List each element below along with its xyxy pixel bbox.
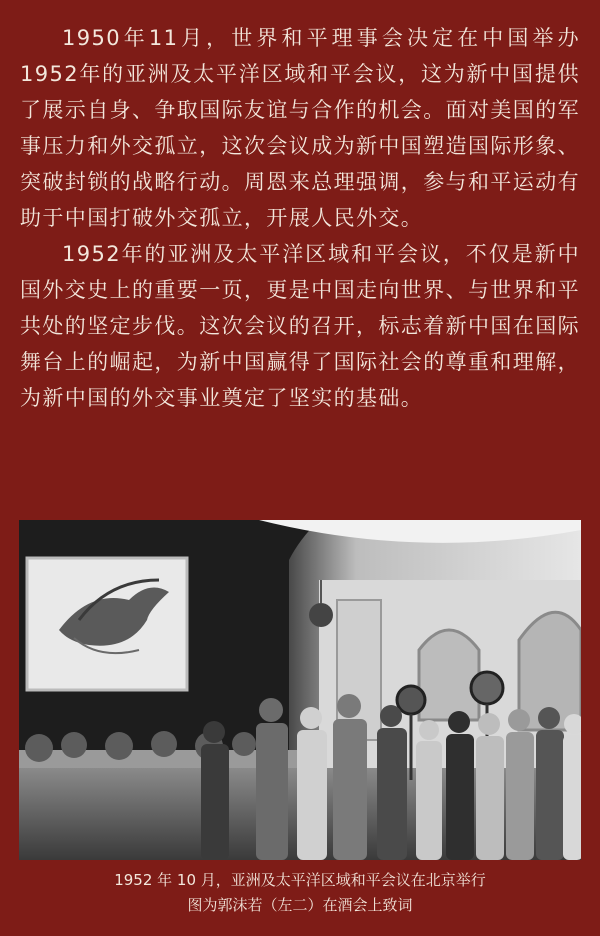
article-paragraph-1: 1950年11月，世界和平理事会决定在中国举办1952年的亚洲及太平洋区域和平会议，这为新中国提供了展示自身、争取国际友谊与合作的机会。面对美国的军事压力和外交孤立，这次会议成为新中国塑造国际形象、突破封锁的战略行动。周恩来总理强调，参与和平运动有助于中国打破外交孤立，开展人民外交。 [20, 26, 580, 230]
photo-caption [0, 868, 600, 918]
article-body [20, 20, 580, 416]
caption-line-2: 图为郭沫若（左二）在酒会上致词 [187, 896, 413, 914]
peace-dove-painting [27, 558, 187, 690]
historical-photo [19, 520, 581, 860]
article-paragraph-2: 1952年的亚洲及太平洋区域和平会议，不仅是新中国外交史上的重要一页，更是中国走向世界、与世界和平共处的坚定步伐。这次会议的召开，标志着新中国在国际舞台上的崛起，为新中国赢得了国际社会的尊重和理解，为新中国的外交事业奠定了坚实的基础。 [20, 242, 580, 410]
photo-illustration [19, 520, 581, 860]
caption-line-1: 1952 年 10 月，亚洲及太平洋区域和平会议在北京举行 [114, 871, 486, 889]
